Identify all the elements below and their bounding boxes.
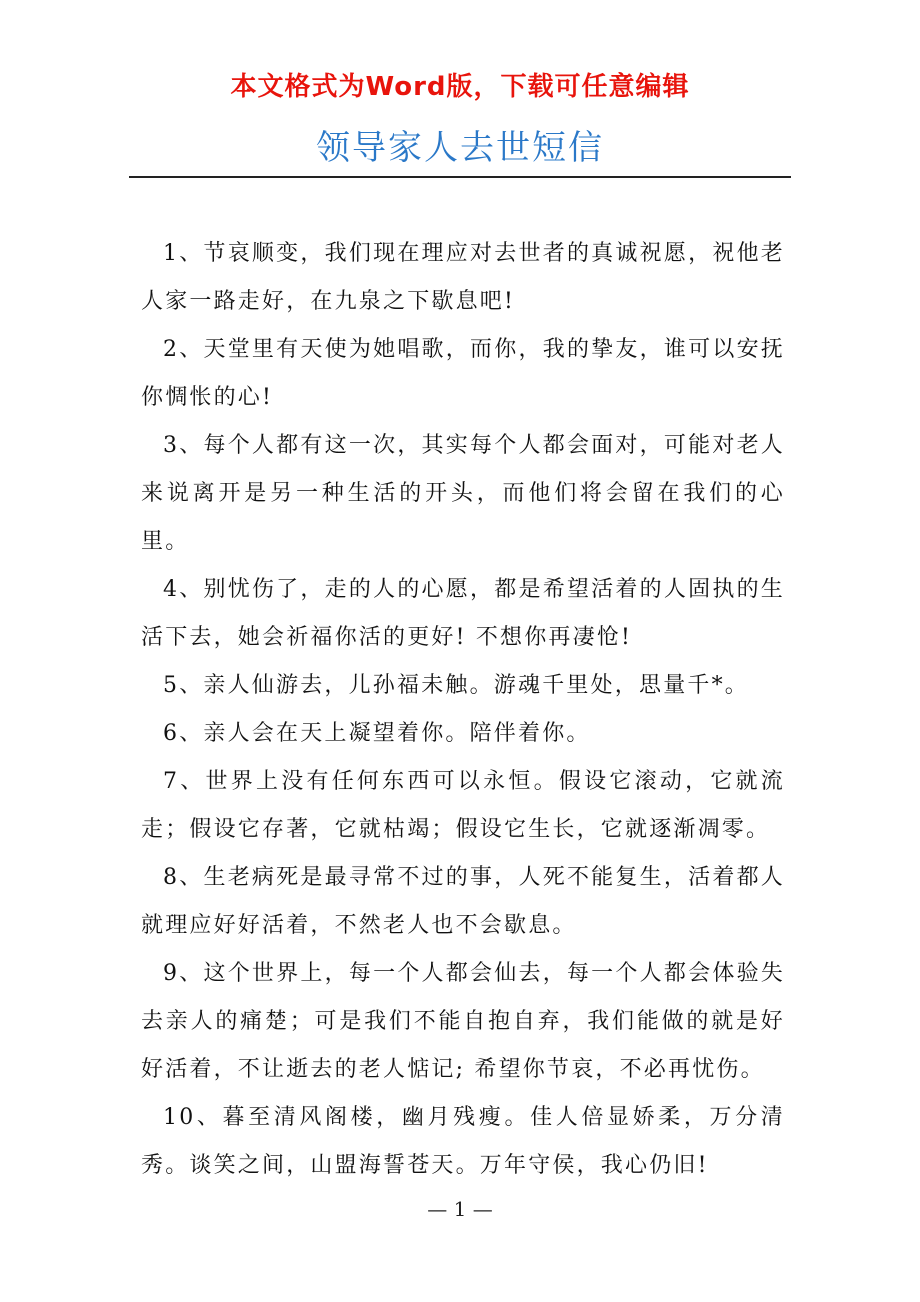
paragraph-2: 2、天堂里有天使为她唱歌，而你，我的挚友，谁可以安抚你惆怅的心! — [141, 337, 785, 410]
document-title: 领导家人去世短信 — [316, 128, 604, 168]
paragraph-4: 4、别忧伤了，走的人的心愿，都是希望活着的人固执的生活下去，她会祈福你活的更好! 不想你再凄怆! — [141, 577, 785, 650]
paragraph-3: 3、每个人都有这一次，其实每个人都会面对，可能对老人来说离开是另一种生活的开头，而他们将会留在我们的心里。 — [141, 433, 785, 554]
title-divider — [129, 176, 791, 178]
paragraph-1: 1、节哀顺变，我们现在理应对去世者的真诚祝愿，祝他老人家一路走好，在九泉之下歇息吧! — [141, 241, 785, 314]
paragraph-8: 8、生老病死是最寻常不过的事，人死不能复生，活着都人就理应好好活着，不然老人也不会歇息。 — [141, 865, 785, 938]
document-body — [141, 230, 785, 1190]
paragraph-6: 6、亲人会在天上凝望着你。陪伴着你。 — [163, 721, 591, 746]
paragraph-9: 9、这个世界上，每一个人都会仙去，每一个人都会体验失去亲人的痛楚；可是我们不能自抱自弃，我们能做的就是好好活着，不让逝去的老人惦记; 希望你节哀，不必再忧伤。 — [141, 961, 785, 1082]
page-number: — 1 — — [427, 1197, 493, 1221]
paragraph-10: 10、暮至清风阁楼，幽月残瘦。佳人倍显娇柔，万分清秀。谈笑之间，山盟海誓苍天。万年守侯，我心仍旧! — [141, 1105, 785, 1178]
format-notice-banner: 本文格式为Word版，下载可任意编辑 — [230, 72, 690, 102]
paragraph-7: 7、世界上没有任何东西可以永恒。假设它滚动，它就流走；假设它存著，它就枯竭；假设它生长，它就逐渐凋零。 — [141, 769, 785, 842]
paragraph-5: 5、亲人仙游去，儿孙福未触。游魂千里处，思量千*。 — [163, 673, 749, 698]
